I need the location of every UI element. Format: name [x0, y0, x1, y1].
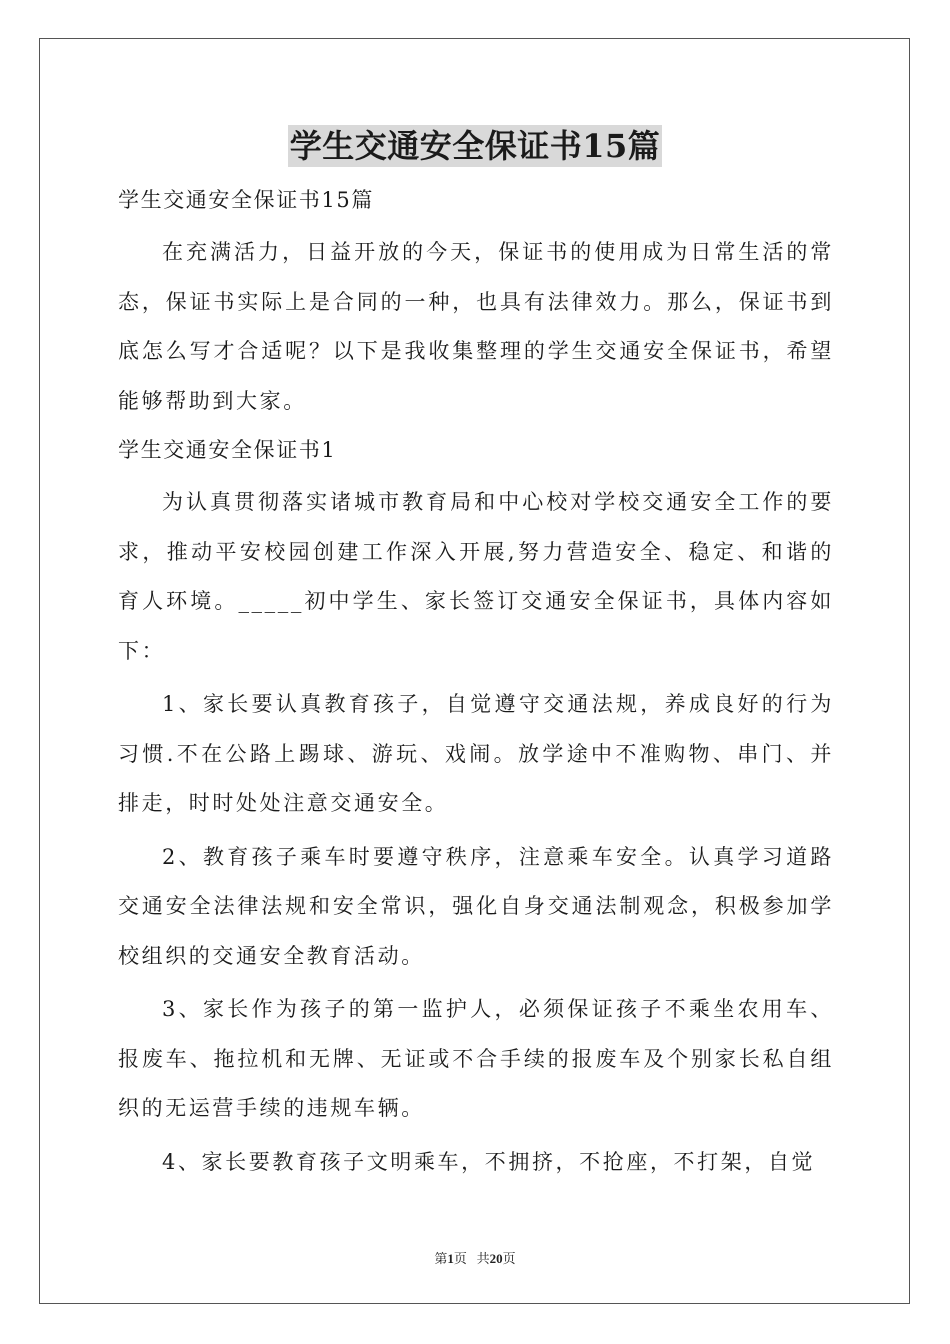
title-container — [0, 125, 950, 167]
section-heading: 学生交通安全保证书1 — [118, 438, 337, 462]
body-paragraph-5: 4、家长要教育孩子文明乘车，不拥挤，不抢座，不打架，自觉 — [162, 1149, 816, 1174]
page-prefix: 第 — [434, 1251, 448, 1266]
total-prefix: 共 — [476, 1251, 490, 1266]
page-footer — [0, 1248, 950, 1267]
document-title: 学生交通安全保证书15篇 — [289, 127, 661, 165]
intro-paragraph: 在充满活力，日益开放的今天，保证书的使用成为日常生活的常态，保证书实际上是合同的一种，也具有法律效力。那么，保证书到底怎么写才合适呢？以下是我收集整理的学生交通安全保证书，希望能够帮助到大家。 — [118, 240, 834, 413]
body-paragraph-3: 2、教育孩子乘车时要遵守秩序，注意乘车安全。认真学习道路交通安全法律法规和安全常识，强化自身交通法制观念，积极参加学校组织的交通安全教育活动。 — [118, 844, 834, 968]
body-paragraph-4: 3、家长作为孩子的第一监护人，必须保证孩子不乘坐农用车、报废车、拖拉机和无牌、无证或不合手续的报废车及个别家长私自组织的无运营手续的违规车辆。 — [118, 997, 834, 1120]
document-subtitle: 学生交通安全保证书15篇 — [118, 188, 374, 212]
page-number: 1 — [447, 1251, 454, 1266]
body-paragraph-2: 1、家长要认真教育孩子，自觉遵守交通法规，养成良好的行为习惯.不在公路上踢球、游玩、戏闹。放学途中不准购物、串门、并排走，时时处处注意交通安全。 — [118, 692, 834, 815]
total-pages: 20 — [489, 1251, 503, 1266]
total-suffix: 页 — [502, 1251, 516, 1266]
body-paragraph-1: 为认真贯彻落实诸城市教育局和中心校对学校交通安全工作的要求，推动平安校园创建工作深入开展,努力营造安全、稳定、和谐的育人环境。_____初中学生、家长签订交通安全保证书，具体内容如下： — [118, 490, 834, 663]
page-suffix: 页 — [453, 1251, 467, 1266]
document-body — [118, 182, 834, 1191]
